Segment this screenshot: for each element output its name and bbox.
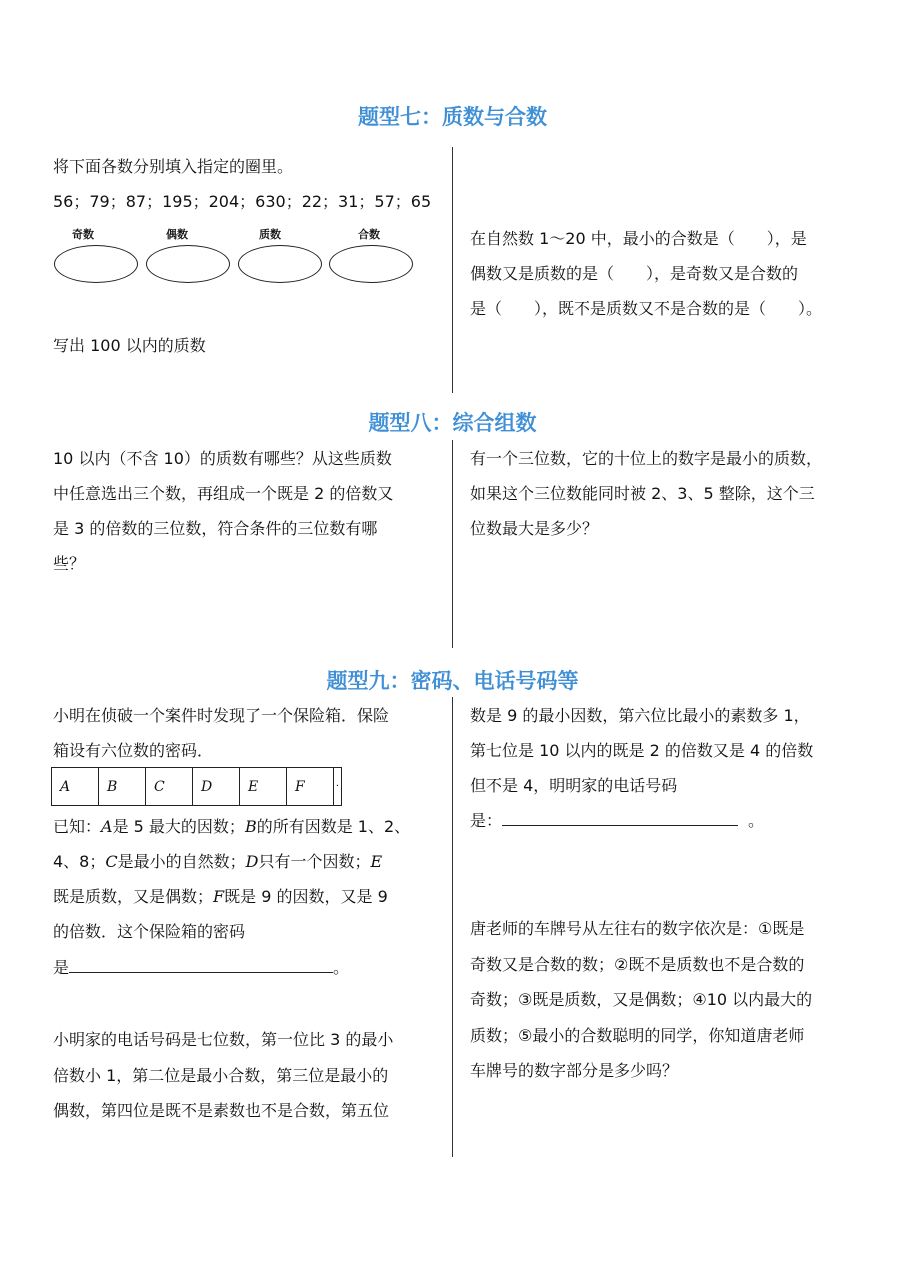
s8-left-line: 些？ [53,554,86,573]
phone-answer-line [470,811,764,831]
s8-left-line: 中任意选出三个数，再组成一个既是 2 的倍数又 [53,484,394,503]
s9-plate-line: 质数；⑤最小的合数聪明的同学，你知道唐老师 [470,1026,805,1045]
s9-phone-right-line: 数是 9 的最小因数，第六位比最小的素数多 1， [470,706,810,725]
oval-composite[interactable] [329,245,413,283]
password-cell-c[interactable]: C [146,768,193,806]
s9-phone-left-line: 小明家的电话号码是七位数，第一位比 3 的最小 [53,1030,394,1049]
password-cell-b[interactable]: B [99,768,146,806]
oval-even[interactable] [146,245,230,283]
s9-clue-line-3 [53,887,388,907]
answer-suffix: 。 [748,811,765,830]
var-c: C [105,852,118,871]
oval-prime[interactable] [238,245,322,283]
clue-text: 是最小的自然数； [117,852,246,871]
answer-suffix: 。 [333,958,350,977]
s9-phone-left-line: 偶数，第四位是既不是素数也不是合数，第五位 [53,1101,390,1120]
clue-text: 既是 9 的因数，又是 9 [224,887,388,906]
s8-right-line: 位数最大是多少？ [470,519,599,538]
s9-safe-line: 箱设有六位数的密码． [53,741,214,760]
var-e: E [370,852,383,871]
s9-safe-line: 小明在侦破一个案件时发现了一个保险箱．保险 [53,706,390,725]
password-cell-a[interactable]: A [52,768,99,806]
s9-clue-line-2 [53,852,382,872]
divider-section9 [452,697,453,1157]
answer-prefix: 是 [53,958,70,977]
s9-phone-right-line: 第七位是 10 以内的既是 2 的倍数又是 4 的倍数 [470,741,814,760]
section9-title: 题型九：密码、电话号码等 [326,669,579,693]
section8-title: 题型八：综合组数 [368,411,537,435]
var-a: A [101,817,113,836]
clue-text: 已知： [53,817,102,836]
s8-left-line: 10 以内（不含 10）的质数有哪些？从这些质数 [53,449,392,468]
clue-text: 是 5 最大的因数； [112,817,245,836]
password-cell-e[interactable]: E [240,768,287,806]
clue-text: 4、8； [53,852,106,871]
divider-section7 [452,147,453,393]
password-table [51,767,342,806]
label-prime: 质数 [259,228,281,241]
s7-task2: 写出 100 以内的质数 [53,336,206,355]
s9-phone-left-line: 倍数小 1，第二位是最小合数，第三位是最小的 [53,1066,389,1085]
s9-clue-line-4: 的倍数．这个保险箱的密码 [53,922,246,941]
s7-right-line: 偶数又是质数的是（ ），是奇数又是合数的 [470,264,799,283]
s9-phone-right-line: 但不是 4，明明家的电话号码 [470,776,678,795]
s9-clue-line-1 [53,817,410,837]
label-composite: 合数 [358,228,380,241]
var-d: D [245,852,259,871]
safe-answer-blank[interactable] [69,958,333,973]
s8-right-line: 有一个三位数，它的十位上的数字是最小的质数， [470,449,823,468]
oval-odd[interactable] [54,245,138,283]
label-even: 偶数 [166,228,188,241]
clue-text: 既是质数，又是偶数； [53,887,214,906]
label-odd: 奇数 [72,228,94,241]
s7-instruction: 将下面各数分别填入指定的圈里。 [53,157,294,176]
s7-right-line: 在自然数 1～20 中，最小的合数是（ ），是 [470,229,807,248]
s8-left-line: 是 3 的倍数的三位数，符合条件的三位数有哪 [53,519,378,538]
clue-text: 的所有因数是 1、2、 [256,817,411,836]
s7-numbers: 56；79；87；195；204；630；22；31；57；65 [53,192,432,211]
s9-plate-line: 唐老师的车牌号从左往右的数字依次是：①既是 [470,919,805,938]
divider-section8 [452,440,453,648]
password-cell-f[interactable]: F [287,768,334,806]
s9-plate-line: 奇数又是合数的数；②既不是质数也不是合数的 [470,955,805,974]
password-cell-d[interactable]: D [193,768,240,806]
s8-right-line: 如果这个三位数能同时被 2、3、5 整除，这个三 [470,484,815,503]
var-f: F [213,887,225,906]
clue-text: 只有一个因数； [258,852,371,871]
password-cell-tail: · [334,768,342,806]
s9-plate-line: 车牌号的数字部分是多少吗？ [470,1061,679,1080]
answer-prefix: 是： [470,811,503,830]
s9-plate-line: 奇数；③既是质数，又是偶数；④10 以内最大的 [470,990,813,1009]
var-b: B [244,817,257,836]
section7-title: 题型七：质数与合数 [358,105,547,129]
s7-right-line: 是（ ），既不是质数又不是合数的是（ ）。 [470,299,823,318]
safe-answer-line [53,958,349,978]
phone-answer-blank[interactable] [502,811,738,826]
